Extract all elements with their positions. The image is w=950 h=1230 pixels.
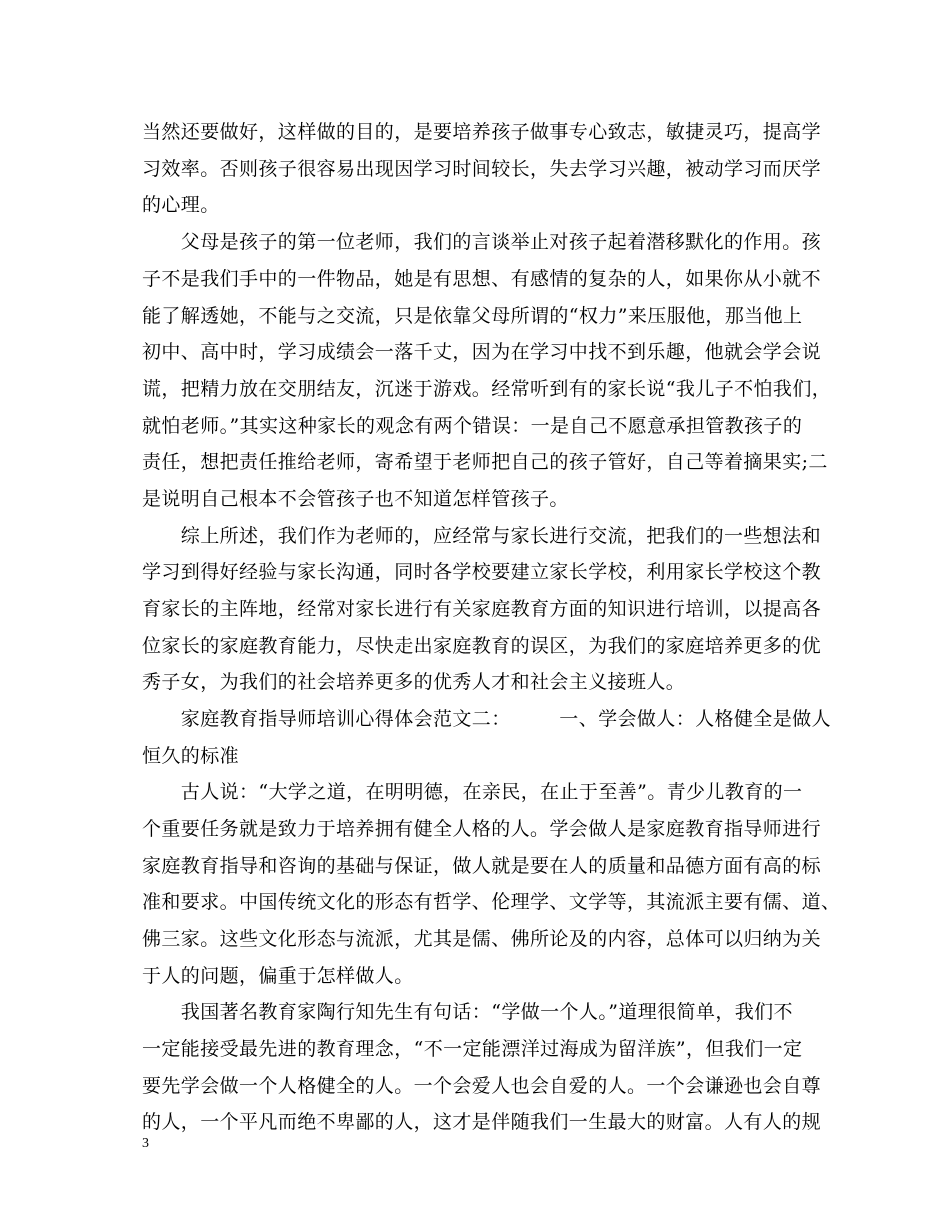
text-line: 一定能接受最先进的教育理念，“不一定能漂洋过海成为留洋族”，但我们一定 xyxy=(142,1038,803,1060)
text-line: 就怕老师。”其实这种家长的观念有两个错误：一是自己不愿意承担管教孩子的 xyxy=(142,415,803,437)
text-line: 初中、高中时，学习成绩会一落千丈，因为在学习中找不到乐趣，他就会学会说 xyxy=(142,341,822,363)
text-line: 个重要任务就是致力于培养拥有健全人格的人。学会做人是家庭教育指导师进行 xyxy=(142,818,822,840)
text-line: 能了解透她，不能与之交流，只是依靠父母所谓的“权力”来压服他，那当他上 xyxy=(142,305,803,327)
text-line: 家庭教育指导和咨询的基础与保证，做人就是要在人的质量和品德方面有高的标 xyxy=(142,855,822,877)
text-line: 习效率。否则孩子很容易出现因学习时间较长，失去学习兴趣，被动学习而厌学 xyxy=(142,158,822,180)
text-line: 我国著名教育家陶行知先生有句话：“学做一个人。”道理很简单，我们不 xyxy=(142,1001,793,1023)
text-line: 责任，想把责任推给老师，寄希望于老师把自己的孩子管好，自己等着摘果实;二 xyxy=(142,451,828,473)
text-line: 佛三家。这些文化形态与流派，尤其是儒、佛所论及的内容，总体可以归纳为关 xyxy=(142,928,822,950)
text-line: 的人，一个平凡而绝不卑鄙的人，这才是伴随我们一生最大的财富。人有人的规 xyxy=(142,1111,822,1133)
text-line: 综上所述，我们作为老师的，应经常与家长进行交流，把我们的一些想法和 xyxy=(142,525,822,547)
text-line: 子不是我们手中的一件物品，她是有思想、有感情的复杂的人，如果你从小就不 xyxy=(142,268,822,290)
text-line: 要先学会做一个人格健全的人。一个会爱人也会自爱的人。一个会谦逊也会自尊 xyxy=(142,1075,822,1097)
text-line: 当然还要做好，这样做的目的，是要培养孩子做事专心致志，敏捷灵巧，提高学 xyxy=(142,121,822,143)
text-line: 恒久的标准 xyxy=(142,745,240,767)
text-line: 位家长的家庭教育能力，尽快走出家庭教育的误区，为我们的家庭培养更多的优 xyxy=(142,635,822,657)
page-number: 3 xyxy=(142,1136,149,1151)
text-line: 学习到得好经验与家长沟通，同时各学校要建立家长学校，利用家长学校这个教 xyxy=(142,561,822,583)
text-line: 古人说：“大学之道，在明明德，在亲民，在止于至善”。青少儿教育的一 xyxy=(142,781,803,803)
text-line: 谎，把精力放在交朋结友，沉迷于游戏。经常听到有的家长说“我儿子不怕我们， xyxy=(142,378,832,400)
text-line: 是说明自己根本不会管孩子也不知道怎样管孩子。 xyxy=(142,488,569,510)
text-line: 秀子女，为我们的社会培养更多的优秀人才和社会主义接班人。 xyxy=(142,671,686,693)
text-line: 育家长的主阵地，经常对家长进行有关家庭教育方面的知识进行培训，以提高各 xyxy=(142,598,822,620)
text-line: 于人的问题，偏重于怎样做人。 xyxy=(142,965,414,987)
text-line: 家庭教育指导师培训心得体会范文二： 一、学会做人：人格健全是做人 xyxy=(142,708,831,730)
text-line: 准和要求。中国传统文化的形态有哲学、伦理学、文学等，其流派主要有儒、道、 xyxy=(142,891,841,913)
text-line: 的心理。 xyxy=(142,194,220,216)
text-line: 父母是孩子的第一位老师，我们的言谈举止对孩子起着潜移默化的作用。孩 xyxy=(142,231,822,253)
